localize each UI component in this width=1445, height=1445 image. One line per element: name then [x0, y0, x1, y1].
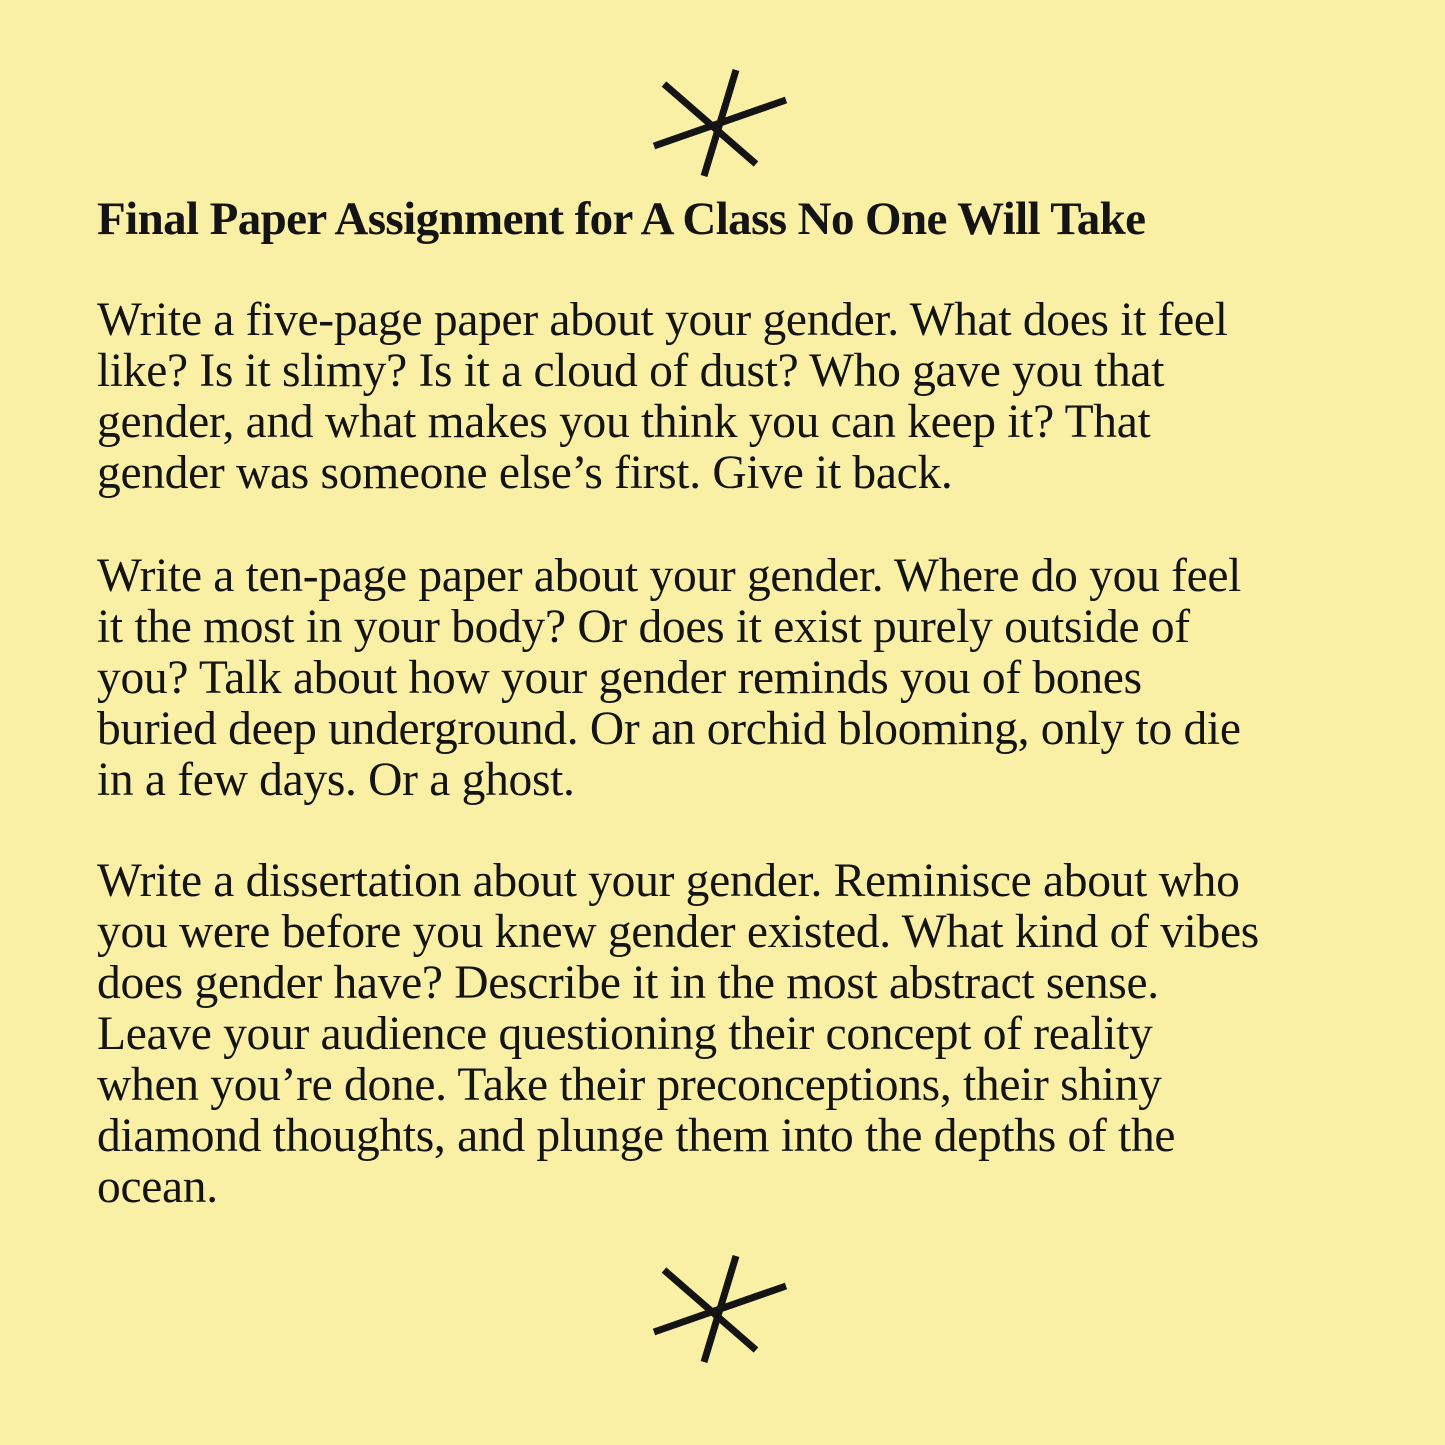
paragraph-line: like? Is it slimy? Is it a cloud of dust? Who gave you that [97, 345, 1165, 397]
paragraph-line: Write a dissertation about your gender. Reminisce about who [97, 855, 1240, 907]
paragraph-dissertation [97, 856, 1367, 1213]
paragraph-line: it the most in your body? Or does it exist purely outside of [97, 601, 1190, 653]
paragraph-line: buried deep underground. Or an orchid blooming, only to die [97, 703, 1241, 755]
asterisk-icon [648, 64, 793, 179]
page-title: Final Paper Assignment for A Class No One Will Take [97, 193, 1146, 245]
paragraph-line: diamond thoughts, and plunge them into the depths of the [97, 1110, 1176, 1162]
paragraph-line: when you’re done. Take their preconceptions, their shiny [97, 1059, 1162, 1111]
paragraph-line: you were before you knew gender existed. What kind of vibes [97, 906, 1259, 958]
paragraph-line: you? Talk about how your gender reminds you of bones [97, 652, 1142, 704]
paragraph-line: Leave your audience questioning their concept of reality [97, 1008, 1153, 1060]
paragraph-line: Write a ten-page paper about your gender. Where do you feel [97, 550, 1242, 602]
paragraph-line: Write a five-page paper about your gender. What does it feel [97, 294, 1228, 346]
paragraph-ten-page [97, 551, 1367, 806]
paragraph-line: gender was someone else’s first. Give it back. [97, 447, 953, 499]
paragraph-line: ocean. [97, 1161, 218, 1213]
paragraph-line: gender, and what makes you think you can keep it? That [97, 396, 1151, 448]
paragraph-five-page [97, 295, 1367, 499]
asterisk-icon [648, 1250, 793, 1365]
paragraph-line: does gender have? Describe it in the most abstract sense. [97, 957, 1159, 1009]
paragraph-line: in a few days. Or a ghost. [97, 754, 575, 806]
